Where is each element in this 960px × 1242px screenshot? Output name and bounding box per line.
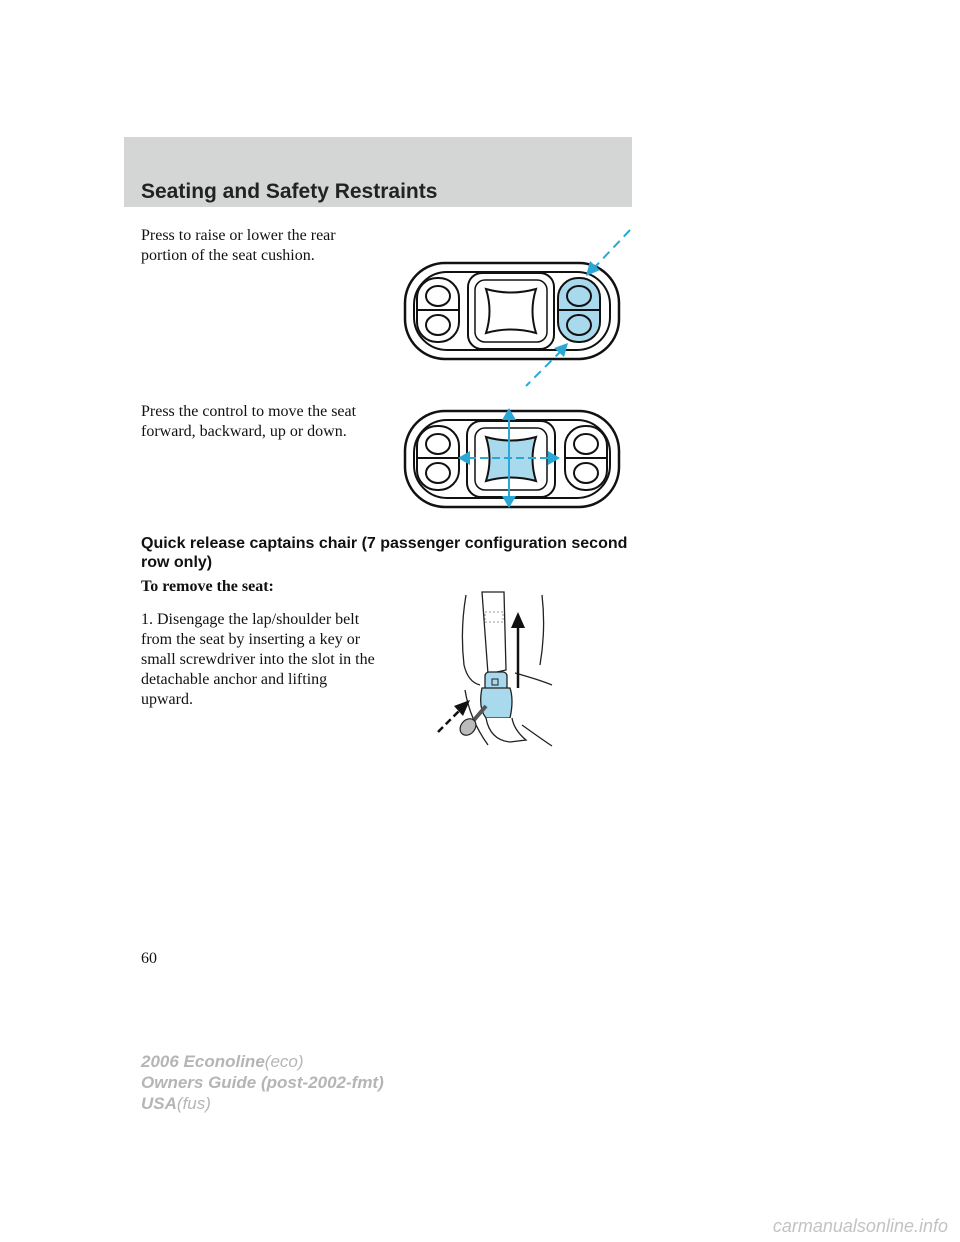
text-line: Press to raise or lower the rear bbox=[141, 227, 336, 244]
text-line: Press the control to move the seat bbox=[141, 403, 357, 420]
footer-market: USA bbox=[141, 1094, 177, 1113]
text-line: from the seat by inserting a key or bbox=[141, 631, 361, 648]
section-subheading: To remove the seat: bbox=[141, 578, 274, 595]
step1-text bbox=[141, 610, 375, 710]
text-line: detachable anchor and lifting bbox=[141, 671, 328, 688]
footer-market-code: (fus) bbox=[176, 1094, 211, 1113]
footer-line-3 bbox=[141, 1093, 384, 1114]
seat-4way-control-icon bbox=[398, 406, 634, 510]
footer-model: 2006 Econoline bbox=[141, 1052, 265, 1071]
text-line: forward, backward, up or down. bbox=[141, 423, 347, 440]
footer-model-code: (eco) bbox=[264, 1052, 304, 1071]
seat-cushion-tilt-control-icon bbox=[398, 226, 634, 390]
page-header-title: Seating and Safety Restraints bbox=[141, 180, 438, 203]
seat-move-text bbox=[141, 402, 356, 442]
rear-cushion-text bbox=[141, 226, 336, 266]
page-number: 60 bbox=[141, 950, 157, 967]
text-line: upward. bbox=[141, 691, 193, 708]
footer-line-2 bbox=[141, 1072, 384, 1093]
text-line: portion of the seat cushion. bbox=[141, 247, 315, 264]
text-line: small screwdriver into the slot in the bbox=[141, 651, 375, 668]
footer-line-1 bbox=[141, 1051, 384, 1072]
text-line: 1. Disengage the lap/shoulder belt bbox=[141, 611, 360, 628]
watermark: carmanualsonline.info bbox=[772, 1216, 948, 1236]
footer bbox=[141, 1051, 384, 1114]
footer-guide: Owners Guide (post-2002-fmt) bbox=[141, 1073, 384, 1092]
section-heading: Quick release captains chair (7 passenger configuration second row only) bbox=[141, 535, 628, 571]
belt-anchor-release-icon bbox=[430, 590, 560, 750]
